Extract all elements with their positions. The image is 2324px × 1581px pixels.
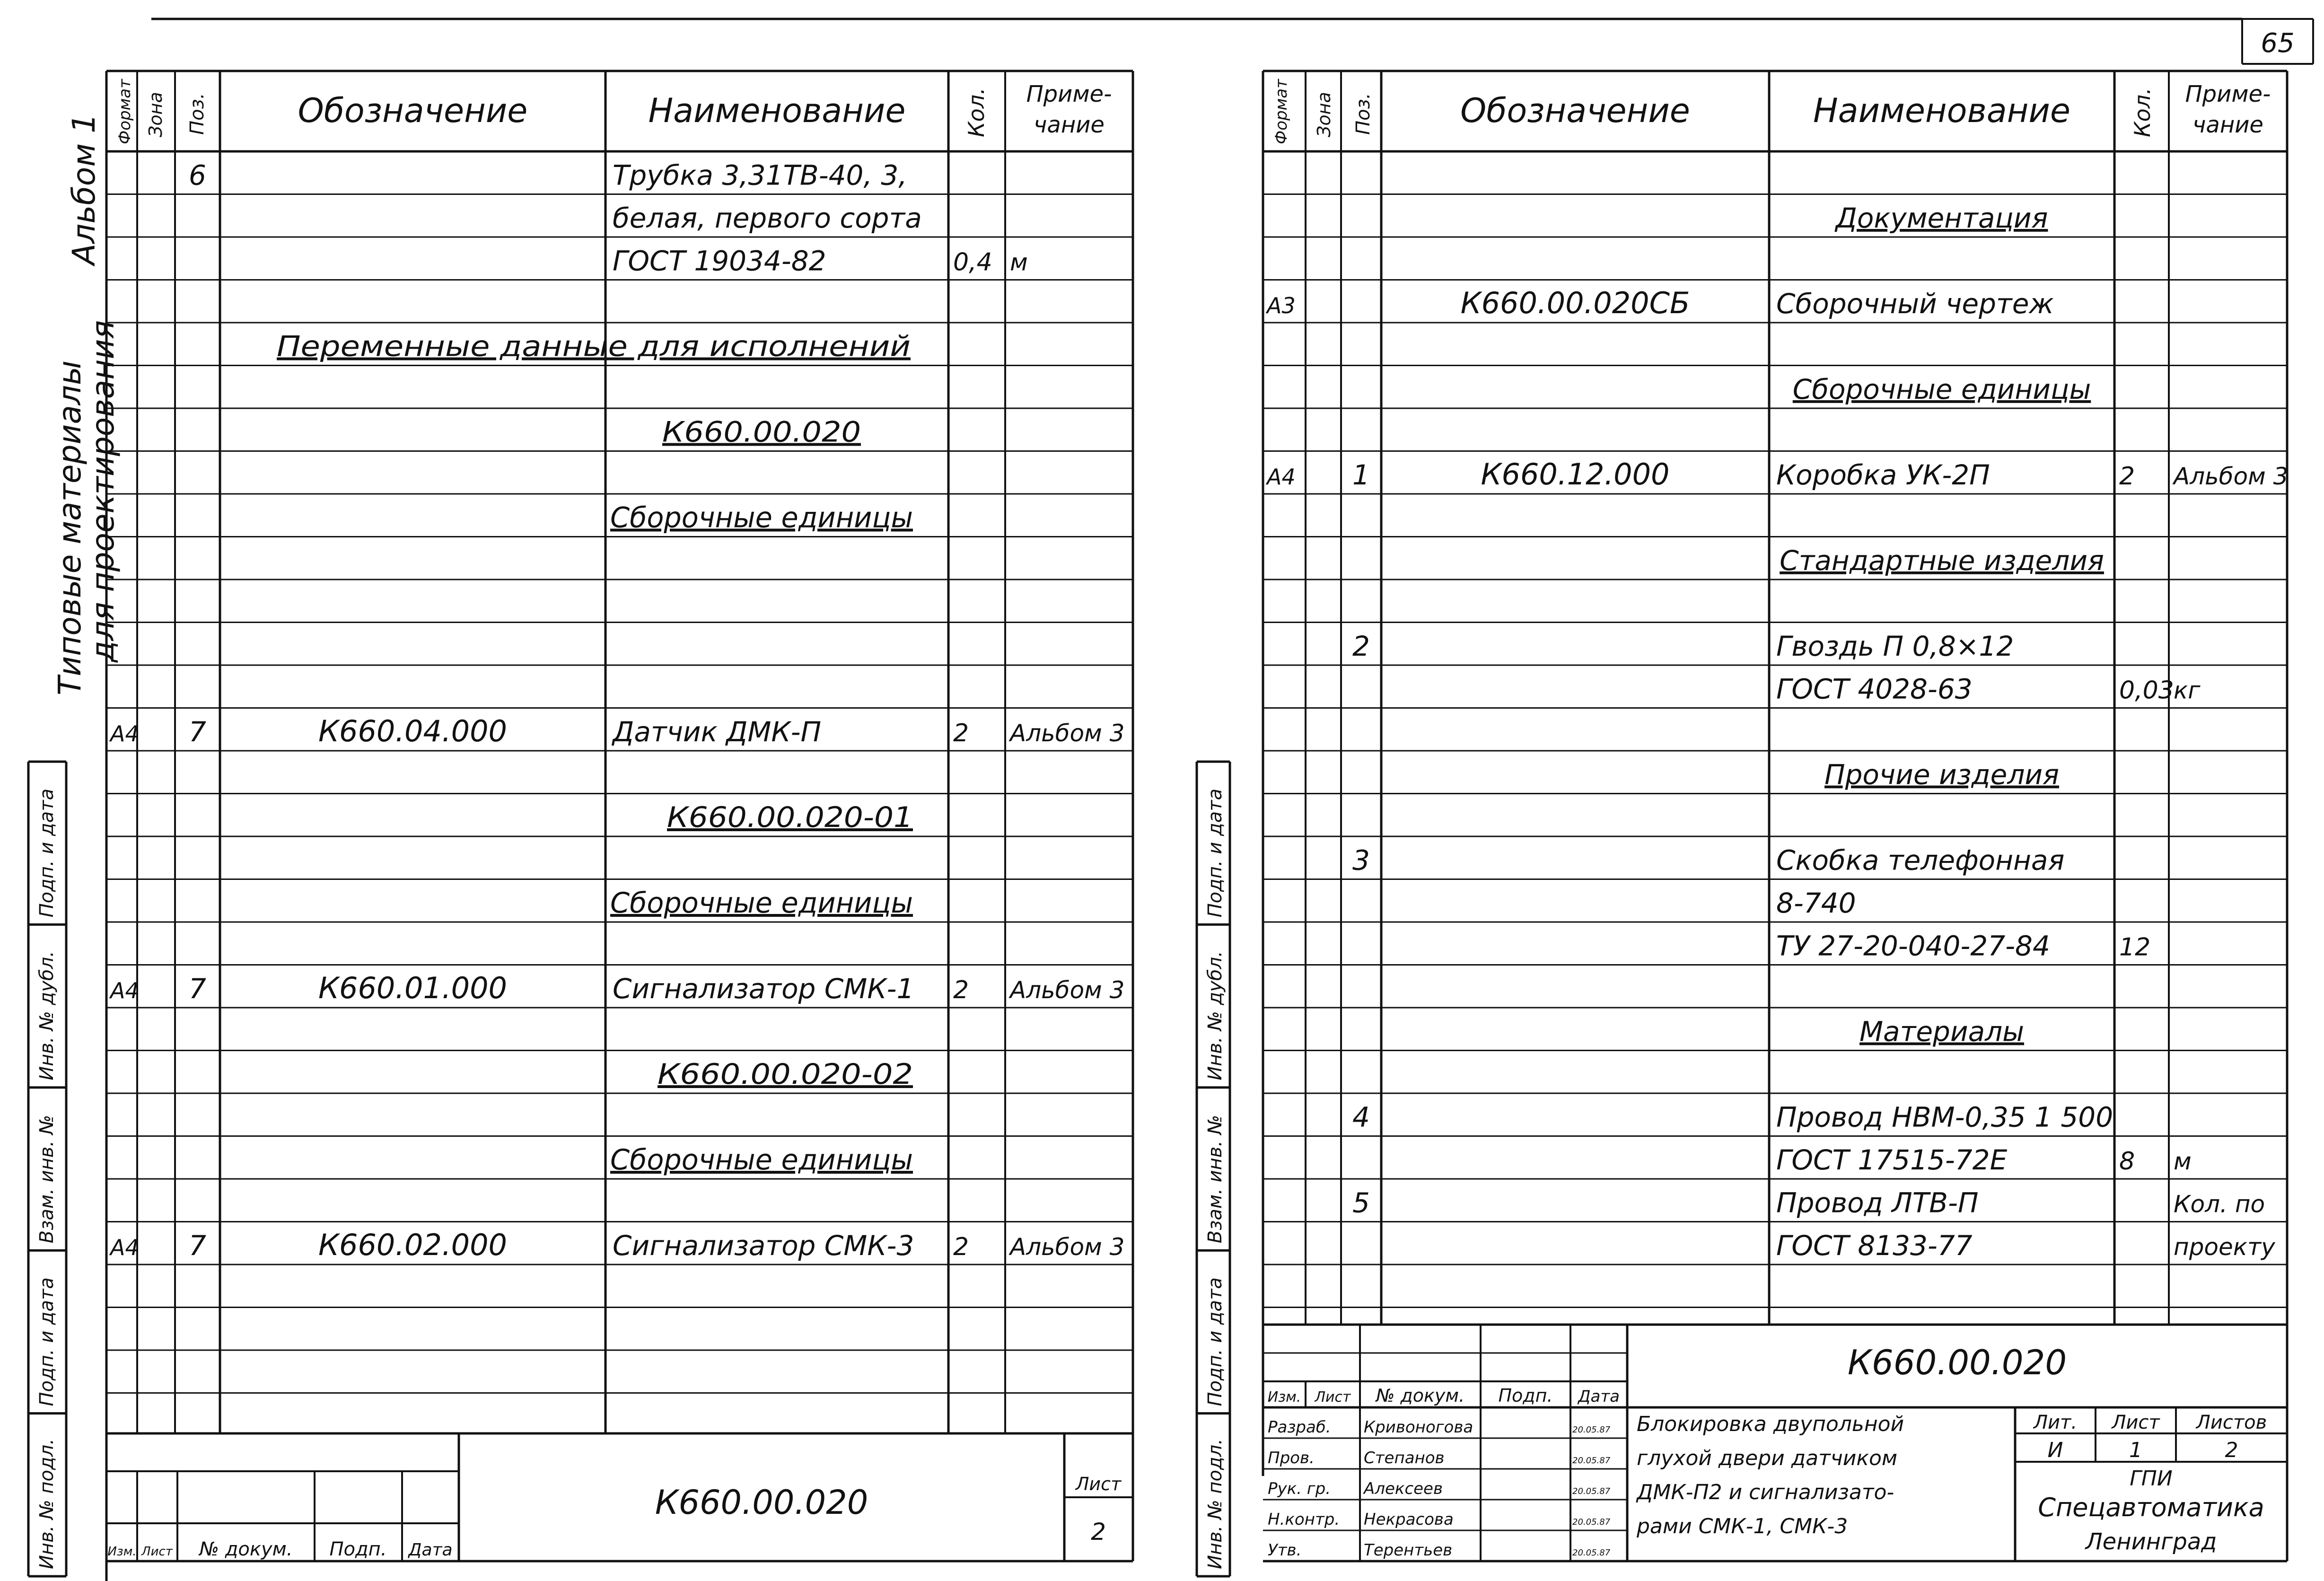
cell-pos: 1 [1352, 459, 1370, 491]
side-stamp-label: Взам. инв. № [1204, 1115, 1226, 1244]
cell-format: А4 [110, 978, 139, 1003]
cell-note: Кол. по [2174, 1190, 2265, 1218]
side-stamp-label: Инв. № дубл. [36, 951, 58, 1080]
title-person: Кривоногова [1364, 1418, 1473, 1437]
side-stamp-label: Подп. и дата [36, 1277, 58, 1406]
left-title-h: Дата [408, 1540, 453, 1560]
cell-designation: К660.00.020СБ [1460, 286, 1690, 320]
cell-name: Сигнализатор СМК-3 [613, 1230, 914, 1262]
cell-name: ГОСТ 19034-82 [613, 245, 826, 277]
cell-name: Сборочный чертеж [1776, 288, 2054, 320]
title-description: глухой двери датчиком [1637, 1446, 1898, 1470]
cell-name: Сигнализатор СМК-1 [613, 973, 914, 1005]
side-stamp-label: Инв. № дубл. [1204, 951, 1226, 1080]
cell-note: Альбом 3 [1010, 976, 1125, 1004]
header-zone: Зона [145, 92, 166, 137]
cell-name: Документация [1835, 202, 2048, 234]
left-title-sheet: 2 [1091, 1518, 1106, 1546]
side-stamp-label: Подп. и дата [1204, 1277, 1226, 1406]
group-heading: Переменные данные для исполнений [277, 330, 911, 363]
header-name: Наименование [648, 91, 906, 130]
title-description: ДМК-П2 и сигнализато- [1637, 1480, 1894, 1504]
left-title-sheet-label: Лист [1075, 1474, 1122, 1494]
title-person: Степанов [1364, 1449, 1445, 1467]
cell-name: Прочие изделия [1824, 758, 2059, 791]
title-org: Ленинград [2085, 1528, 2217, 1555]
header-qty: Кол. [2130, 88, 2155, 137]
title-date: 20.05.87 [1572, 1548, 1611, 1558]
group-heading: К660.00.020-02 [658, 1058, 913, 1091]
cell-qty: 0,4 [953, 248, 992, 277]
title-date: 20.05.87 [1572, 1486, 1611, 1496]
side-stamp-label: Инв. № подл. [1204, 1439, 1226, 1569]
cell-pos: 6 [189, 159, 206, 192]
header-pos: Поз. [1352, 93, 1374, 135]
title-h-sheet: Лист [1315, 1389, 1351, 1405]
title-h-sign: Подп. [1498, 1385, 1553, 1406]
cell-qty: 2 [2119, 462, 2135, 491]
side-stamp-label: Взам. инв. № [36, 1115, 58, 1244]
cell-name: Коробка УК-2П [1776, 459, 1990, 491]
header-note: Приме- [2185, 81, 2271, 107]
cell-note: проекту [2174, 1233, 2275, 1261]
side-stamp-label: Подп. и дата [1204, 788, 1226, 918]
page-number: 65 [2261, 28, 2295, 59]
cell-qty: 8 [2119, 1147, 2135, 1176]
cell-name: Материалы [1859, 1015, 2024, 1048]
group-heading: К660.00.020-01 [667, 801, 913, 834]
title-h-date: Дата [1578, 1387, 1620, 1406]
cell-pos: 2 [1352, 630, 1370, 662]
group-heading: Сборочные единицы [610, 1143, 913, 1177]
cell-qty: 2 [953, 719, 969, 747]
cell-note: кг [2174, 676, 2201, 704]
cell-pos: 7 [189, 716, 206, 748]
cell-name: Датчик ДМК-П [613, 716, 822, 748]
cell-note: Альбом 3 [2174, 463, 2289, 490]
left-title-h: № докум. [199, 1538, 293, 1560]
cell-note: м [2174, 1148, 2192, 1175]
header-format: Формат [115, 79, 134, 144]
group-heading: К660.00.020 [662, 415, 861, 449]
cell-format: А4 [1267, 464, 1296, 490]
cell-qty: 2 [953, 1233, 969, 1261]
cell-name: Сборочные единицы [1792, 373, 2091, 405]
group-heading: Сборочные единицы [610, 501, 913, 535]
cell-name: Стандартные изделия [1780, 545, 2104, 577]
title-org: Спецавтоматика [2038, 1493, 2264, 1522]
side-title: для проектирования [85, 320, 121, 662]
title-date: 20.05.87 [1572, 1425, 1611, 1435]
title-date: 20.05.87 [1572, 1456, 1611, 1466]
header-name: Наименование [1813, 91, 2070, 130]
title-list: 1 [2129, 1438, 2142, 1462]
cell-pos: 7 [189, 973, 206, 1005]
header-note: чание [2192, 112, 2263, 138]
cell-note: Альбом 3 [1010, 1233, 1125, 1261]
title-h-lit: Лит. [2033, 1412, 2078, 1433]
title-designation: К660.00.020 [1847, 1343, 2067, 1382]
cell-designation: К660.01.000 [318, 971, 508, 1005]
title-org: ГПИ [2130, 1467, 2173, 1491]
cell-name: ГОСТ 4028-63 [1776, 673, 1973, 705]
header-note: Приме- [1026, 81, 1112, 107]
header-zone: Зона [1314, 92, 1334, 137]
cell-note: м [1010, 248, 1028, 276]
cell-name: Трубка 3,31ТВ-40, 3, [613, 159, 907, 192]
cell-name: Скобка телефонная [1776, 844, 2065, 877]
cell-name: ГОСТ 8133-77 [1776, 1230, 1973, 1262]
title-h-list: Лист [2112, 1412, 2160, 1433]
title-role: Н.контр. [1268, 1510, 1340, 1529]
cell-qty: 2 [953, 976, 969, 1004]
title-description: Блокировка двупольной [1637, 1412, 1904, 1436]
title-lit: И [2047, 1438, 2063, 1462]
title-role: Рук. гр. [1268, 1479, 1331, 1498]
cell-format: А4 [110, 1235, 139, 1260]
left-title-h: Подп. [329, 1538, 387, 1560]
left-title-designation: К660.00.020 [655, 1483, 868, 1522]
cell-pos: 5 [1352, 1186, 1370, 1219]
left-title-h: Лист [141, 1545, 173, 1559]
header-designation: Обозначение [1460, 91, 1690, 130]
title-h-lists: Листов [2196, 1412, 2267, 1433]
cell-qty: 12 [2119, 933, 2151, 962]
title-h-doc: № докум. [1376, 1385, 1465, 1406]
cell-name: Провод НВМ-0,35 1 500 [1776, 1101, 2114, 1133]
title-person: Алексеев [1364, 1479, 1443, 1498]
cell-note: Альбом 3 [1010, 720, 1125, 747]
title-role: Пров. [1268, 1449, 1315, 1467]
cell-pos: 3 [1352, 844, 1370, 877]
header-pos: Поз. [186, 93, 208, 135]
title-role: Разраб. [1268, 1418, 1331, 1437]
header-designation: Обозначение [298, 91, 528, 130]
cell-name: 8-740 [1776, 887, 1856, 919]
cell-name: Провод ЛТВ-П [1776, 1186, 1979, 1219]
left-title-h: Изм. [107, 1545, 137, 1559]
cell-name: ТУ 27-20-040-27-84 [1776, 930, 2050, 962]
group-heading: Сборочные единицы [610, 887, 913, 920]
header-note: чание [1034, 112, 1105, 138]
side-album: Альбом 1 [66, 113, 102, 265]
title-role: Утв. [1268, 1541, 1302, 1560]
cell-designation: К660.12.000 [1481, 457, 1670, 492]
title-h-change: Изм. [1267, 1389, 1301, 1405]
cell-qty: 0,03 [2119, 676, 2174, 705]
side-stamp-label: Инв. № подл. [36, 1439, 58, 1569]
side-title: Типовые материалы [52, 360, 88, 695]
title-person: Некрасова [1364, 1510, 1454, 1529]
cell-format: А3 [1267, 293, 1296, 318]
header-format: Формат [1272, 79, 1291, 144]
title-description: рами СМК-1, СМК-3 [1637, 1514, 1848, 1538]
cell-name: белая, первого сорта [613, 202, 922, 234]
cell-name: ГОСТ 17515-72Е [1776, 1144, 2008, 1176]
side-stamp-label: Подп. и дата [36, 788, 58, 918]
cell-designation: К660.02.000 [318, 1228, 508, 1262]
title-lists: 2 [2225, 1438, 2238, 1462]
cell-format: А4 [110, 721, 139, 747]
cell-name: Гвоздь П 0,8×12 [1776, 630, 2014, 662]
cell-designation: К660.04.000 [318, 714, 508, 748]
header-qty: Кол. [964, 88, 989, 137]
cell-pos: 7 [189, 1230, 206, 1262]
title-date: 20.05.87 [1572, 1517, 1611, 1527]
title-person: Терентьев [1364, 1541, 1453, 1560]
cell-pos: 4 [1352, 1101, 1370, 1133]
